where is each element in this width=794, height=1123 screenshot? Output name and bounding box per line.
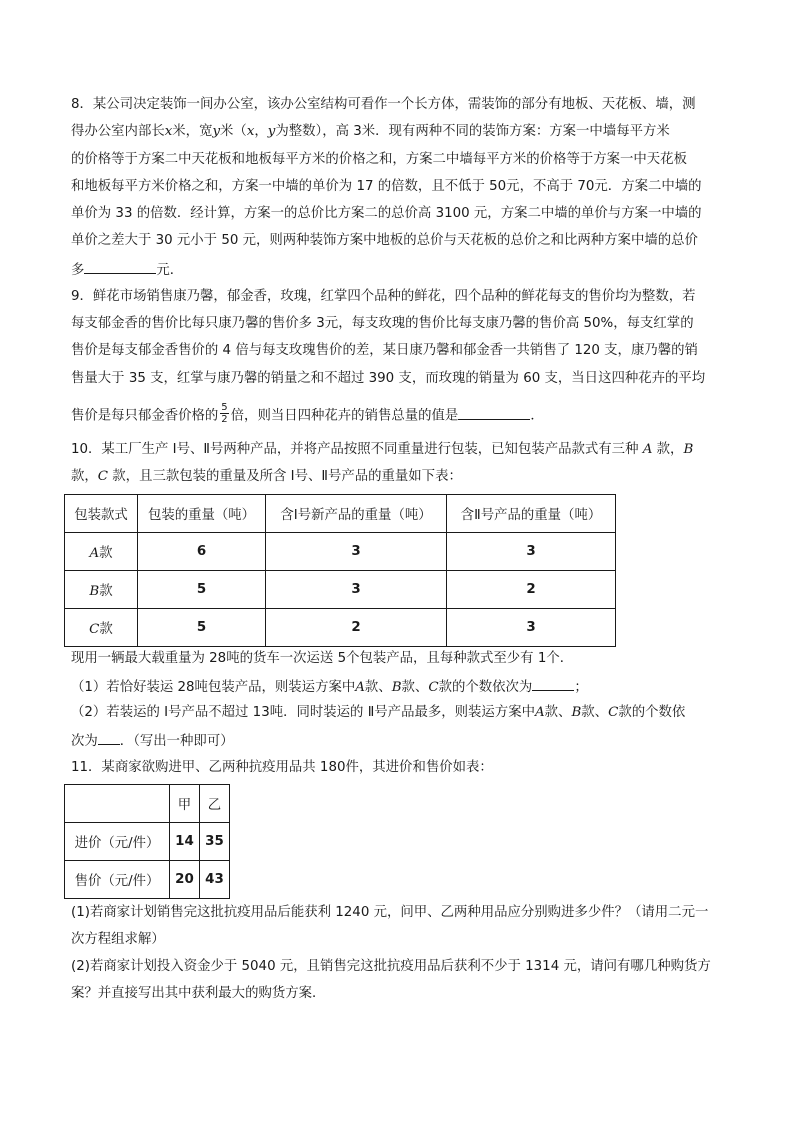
q10-answer-blank-2[interactable]	[98, 730, 120, 745]
q8-text: 8．某公司决定装饰一间办公室，该办公室结构可看作一个长方体，需装饰的部分有地板、天花板、墙，测	[71, 97, 696, 112]
table-cell: 3	[266, 571, 447, 609]
table-cell: 14	[170, 823, 200, 861]
q8-line-5	[71, 204, 727, 224]
q9-line-2	[71, 314, 727, 334]
style-suffix: 款	[99, 622, 113, 637]
q10-text: 款，且三款包装的重量及所含 Ⅰ号、Ⅱ号产品的重量如下表：	[108, 469, 462, 484]
table-row	[65, 571, 616, 609]
table-cell: 5	[138, 609, 266, 647]
q8-text: 为整数），高 3米．现有两种不同的装饰方案：方案一中墙每平方米	[275, 124, 670, 139]
table-header: 包装的重量（吨）	[138, 495, 266, 533]
q11-part-2	[71, 957, 727, 977]
table-header: 包装款式	[65, 495, 138, 533]
q11-part-2-cont	[71, 984, 727, 1004]
table-header: 含Ⅰ号新产品的重量（吨）	[266, 495, 447, 533]
q10-sub-2	[71, 703, 727, 723]
table-cell: 35	[200, 823, 230, 861]
q10-text: 款、	[544, 705, 572, 720]
q8-line-2	[71, 122, 727, 142]
table-cell-style	[65, 571, 138, 609]
style-letter: A	[89, 546, 100, 561]
price-table	[64, 784, 230, 899]
q10-line-1	[71, 440, 727, 460]
table-row	[65, 609, 616, 647]
q9-answer-blank[interactable]	[458, 405, 530, 420]
style-b: B	[683, 442, 694, 457]
table-cell: 3	[266, 533, 447, 571]
q8-line-6	[71, 231, 727, 251]
table-header-row	[65, 785, 230, 823]
q8-line-4	[71, 177, 727, 197]
table-cell: 5	[138, 571, 266, 609]
table-cell: 2	[266, 609, 447, 647]
q9-line-1	[71, 287, 727, 307]
table-cell: 6	[138, 533, 266, 571]
style-c: C	[428, 680, 439, 695]
table-header: 含Ⅱ号产品的重量（吨）	[447, 495, 616, 533]
q9-line-3	[71, 341, 727, 361]
table-row	[65, 823, 230, 861]
q10-text: （2）若装运的 Ⅰ号产品不超过 13吨．同时装运的 Ⅱ号产品最多，则装运方案中	[71, 705, 535, 720]
q10-text: 款、	[364, 680, 392, 695]
q10-text: 10．某工厂生产 Ⅰ号、Ⅱ号两种产品，并将产品按照不同重量进行包装，已知包装产品款式有三种	[71, 442, 643, 457]
q9-text: 每支郁金香的售价比每只康乃馨的售价多 3元，每支玫瑰的售价比每支康乃馨的售价高 50%，每支红掌的	[71, 316, 694, 331]
q10-sub-2-cont	[71, 730, 727, 752]
fraction-numerator: 5	[221, 402, 228, 413]
var-y: y	[212, 124, 221, 139]
q11-part-1-cont	[71, 930, 727, 950]
table-header: 乙	[200, 785, 230, 823]
table-cell: 3	[447, 533, 616, 571]
table-row-label: 进价（元/件）	[65, 823, 170, 861]
q8-text: ，	[254, 124, 268, 139]
q10-text: 款，	[652, 442, 684, 457]
table-cell-style	[65, 609, 138, 647]
table-cell: 2	[447, 571, 616, 609]
fraction-five-halves	[220, 402, 228, 425]
table-header	[65, 785, 170, 823]
q11-line-1	[71, 758, 727, 778]
q8-text: 得办公室内部长	[71, 124, 165, 139]
style-c: C	[97, 469, 109, 484]
q9-text: 售量大于 35 支，红掌与康乃馨的销量之和不超过 390 支，而玫瑰的销量为 60 支，当日这四种花卉的平均	[71, 371, 706, 386]
table-cell: 3	[447, 609, 616, 647]
q11-text: (1)若商家计划销售完这批抗疫用品后能获利 1240 元，问甲、乙两种用品应分别购进多少件？（请用二元一	[71, 905, 709, 920]
q10-text: ．（写出一种即可）	[119, 734, 234, 749]
style-a: A	[642, 442, 653, 457]
q10-text: 款、	[401, 680, 429, 695]
q8-text: 单价为 33 的倍数．经计算，方案一的总价比方案二的总价高 3100 元，方案二中墙的单价与方案一中墙的	[71, 206, 702, 221]
q9-line-4	[71, 369, 727, 389]
q8-answer-blank[interactable]	[84, 259, 156, 274]
style-b: B	[391, 680, 402, 695]
style-a: A	[355, 680, 365, 695]
q9-text: 售价是每只郁金香价格的	[71, 408, 219, 424]
q9-text: 9．鲜花市场销售康乃馨，郁金香，玫瑰，红掌四个品种的鲜花，四个品种的鲜花每支的售价均为整数，若	[71, 289, 696, 304]
q8-text: 元．	[156, 263, 184, 278]
style-letter: C	[89, 622, 100, 637]
table-row-label: 售价（元/件）	[65, 861, 170, 899]
q10-text: 次为	[71, 734, 98, 749]
q8-text: 和地板每平方米价格之和，方案一中墙的单价为 17 的倍数，且不低于 50元，不高于 70元．方案二中墙的	[71, 179, 702, 194]
q8-text: 单价之差大于 30 元小于 50 元，则两种装饰方案中地板的总价与天花板的总价之和比两种方案中墙的总价	[71, 233, 698, 248]
q11-text: (2)若商家计划投入资金少于 5040 元，且销售完这批抗疫用品后获利不少于 1314 元，请问有哪几种购货方	[71, 959, 711, 974]
q9-text: 倍，则当日四种花卉的销售总量的值是	[230, 408, 459, 424]
q8-line-3	[71, 150, 727, 170]
q10-answer-blank-1[interactable]	[532, 676, 574, 691]
q9-text: ．	[530, 408, 544, 424]
packaging-table	[64, 494, 616, 647]
q8-text: 的价格等于方案二中天花板和地板每平方米的价格之和，方案二中墙每平方米的价格等于方案一中天花板	[71, 152, 687, 167]
table-row	[65, 861, 230, 899]
style-letter: B	[89, 584, 100, 599]
style-a: A	[534, 705, 545, 720]
q10-line-3	[71, 649, 727, 669]
q8-line-7	[71, 259, 727, 281]
q8-text: 多	[71, 263, 85, 278]
q10-text: 款的个数依	[618, 705, 686, 720]
q11-text: 11．某商家欲购进甲、乙两种抗疫用品共 180件，其进价和售价如表：	[71, 760, 493, 775]
q9-line-5	[71, 404, 727, 427]
fraction-denominator: 2	[221, 414, 228, 425]
q10-text: 款的个数依次为	[438, 680, 533, 695]
style-suffix: 款	[99, 546, 113, 561]
q9-text: 售价是每支郁金香售价的 4 倍与每支玫瑰售价的差，某日康乃馨和郁金香一共销售了 120 支，康乃馨的销	[71, 343, 698, 358]
q10-text: 款、	[581, 705, 609, 720]
q10-text: ；	[574, 680, 588, 695]
q8-text: 米（	[220, 124, 247, 139]
style-b: B	[571, 705, 582, 720]
q10-sub-1	[71, 676, 727, 698]
q10-text: 现用一辆最大载重量为 28吨的货车一次运送 5个包装产品，且每种款式至少有 1个．	[71, 651, 574, 666]
q8-text: 米，宽	[172, 124, 213, 139]
table-cell: 20	[170, 861, 200, 899]
var-y: y	[267, 124, 276, 139]
q10-line-2	[71, 467, 727, 487]
style-c: C	[608, 705, 619, 720]
table-header: 甲	[170, 785, 200, 823]
var-x: x	[246, 124, 255, 139]
q11-text: 案？并直接写出其中获利最大的购货方案．	[71, 986, 326, 1001]
q8-line-1	[71, 95, 727, 115]
style-suffix: 款	[99, 584, 113, 599]
q11-part-1	[71, 903, 727, 923]
table-cell: 43	[200, 861, 230, 899]
q10-text: 款，	[71, 469, 98, 484]
q11-text: 次方程组求解）	[71, 932, 165, 947]
var-x: x	[164, 124, 173, 139]
q10-text: （1）若恰好装运 28吨包装产品，则装运方案中	[71, 680, 356, 695]
table-cell-style	[65, 533, 138, 571]
table-header-row	[65, 495, 616, 533]
table-row	[65, 533, 616, 571]
